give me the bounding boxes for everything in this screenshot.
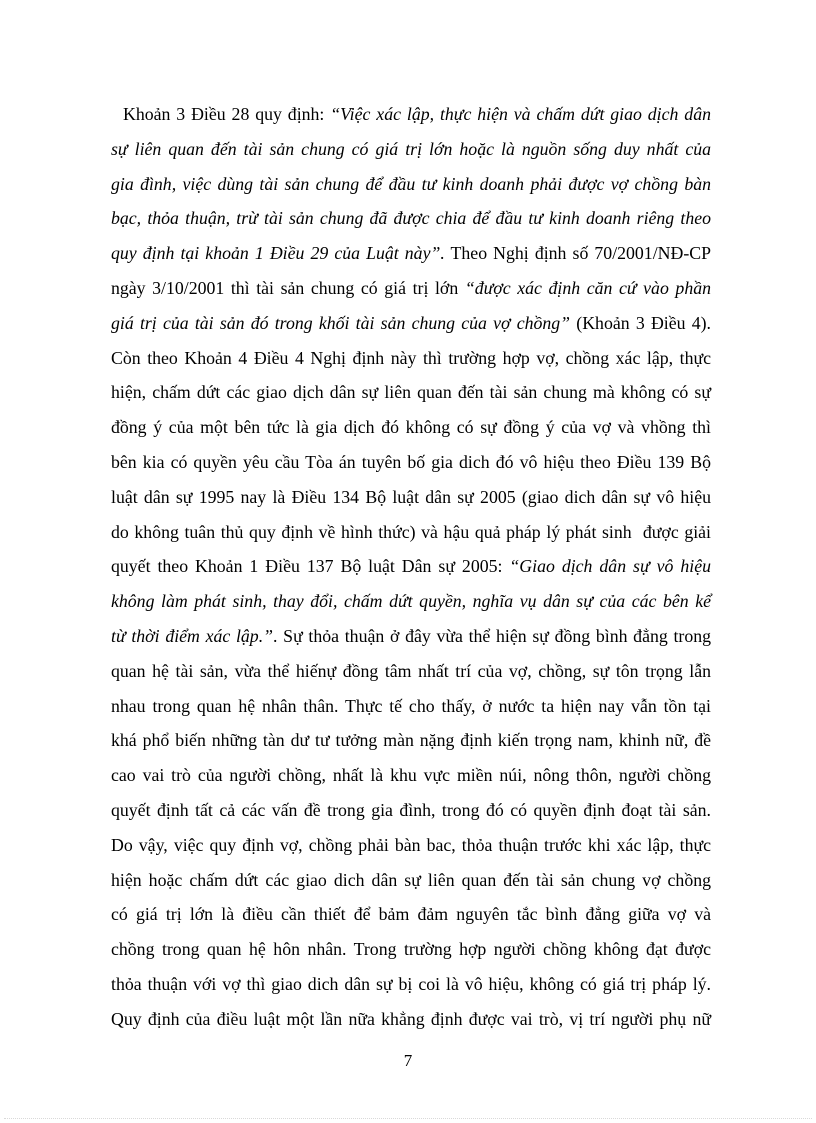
text-line — [111, 932, 711, 967]
text-segment: hiện, chấm dứt các giao dịch dân sự liên quan đến tài sản chung mà không có sự — [111, 382, 711, 403]
text-line — [111, 1002, 711, 1037]
text-line — [111, 793, 711, 828]
text-segment: do không tuân thủ quy định về hình thức) và hậu quả pháp lý phát sinh được giải — [111, 521, 711, 542]
text-segment: (Khoản 3 Điều 4). — [570, 312, 711, 333]
italic-text-segment: bạc, thỏa thuận, trừ tài sản chung đã được chia để đầu tư kinh doanh riêng theo — [111, 208, 711, 229]
italic-text-segment: “Giao dịch dân sự vô hiệu — [509, 556, 711, 577]
text-line — [111, 341, 711, 376]
text-segment: . Sự thỏa thuận ở đây vừa thể hiện sự đồng bình đẳng trong — [273, 625, 711, 646]
text-line — [111, 410, 711, 445]
text-segment: Còn theo Khoản 4 Điều 4 Nghị định này thì trường hợp vợ, chồng xác lập, thực — [111, 347, 711, 368]
text-segment: đồng ý của một bên tức là gia dịch đó không có sự đồng ý của vợ và vhồng thì — [111, 417, 711, 438]
text-segment: Khoản 3 Điều 28 quy định: — [123, 104, 331, 124]
text-line — [111, 758, 711, 793]
text-line — [111, 515, 711, 550]
italic-text-segment: gia đình, việc dùng tài sản chung để đầu tư kinh doanh phải được vợ chồng bàn — [111, 173, 711, 194]
text-line — [111, 236, 711, 271]
italic-text-segment: sự liên quan đến tài sản chung có giá trị lớn hoặc là nguồn sống duy nhất của — [111, 138, 711, 159]
text-line — [111, 584, 711, 619]
text-line — [111, 97, 711, 132]
text-line — [111, 863, 711, 898]
text-line — [111, 967, 711, 1002]
italic-text-segment: quy định tại khoản 1 Điều 29 của Luật này”. — [111, 243, 445, 264]
text-line — [111, 306, 711, 341]
text-line — [111, 689, 711, 724]
text-line — [111, 201, 711, 236]
text-line — [111, 897, 711, 932]
text-line — [111, 375, 711, 410]
text-segment: hiện hoặc chấm dứt các giao dich dân sự liên quan đến tài sản chung vợ chồng — [111, 869, 711, 890]
italic-text-segment: “Việc xác lập, thực hiện và chấm dứt giao dịch dân — [330, 104, 711, 124]
text-segment: quan hệ tài sản, vừa thể hiếnự đồng tâm nhất trí của vợ, chồng, sự tôn trọng lẫn — [111, 660, 711, 681]
italic-text-segment: giá trị của tài sản đó trong khối tài sản chung của vợ chồng” — [111, 312, 571, 333]
text-segment: có giá trị lớn là điều cần thiết để bảm đảm nguyên tắc bình đẳng giữa vợ và — [111, 904, 711, 925]
text-segment: nhau trong quan hệ nhân thân. Thực tế cho thấy, ở nước ta hiện nay vẫn tồn tại — [111, 695, 711, 716]
text-segment: Theo Nghị định số 70/2001/NĐ-CP — [444, 243, 711, 264]
italic-text-segment: “được xác định căn cứ vào phần — [464, 277, 711, 298]
text-segment: Do vậy, việc quy định vợ, chồng phải bàn bac, thỏa thuận trước khi xác lập, thực — [111, 834, 711, 855]
text-segment: quyết theo Khoản 1 Điều 137 Bộ luật Dân sự 2005: — [111, 556, 510, 577]
text-line — [111, 549, 711, 584]
body-paragraph — [111, 97, 711, 1037]
text-segment: cao vai trò của người chồng, nhất là khu vực miền núi, nông thôn, người chồng — [111, 765, 711, 786]
text-line — [111, 619, 711, 654]
text-segment: quyết định tất cả các vấn đề trong gia đình, trong đó có quyền định đoạt tài sản. — [111, 799, 711, 820]
italic-text-segment: từ thời điểm xác lập.” — [111, 625, 274, 646]
text-segment: chồng trong quan hệ hôn nhân. Trong trường hợp người chồng không đạt được — [111, 939, 711, 960]
text-line — [111, 132, 711, 167]
text-segment: khá phổ biến những tàn dư tư tưởng màn nặng định kiến trọng nam, khinh nữ, đề — [111, 730, 711, 751]
text-segment: bên kia có quyền yêu cầu Tòa án tuyên bố gia dich đó vô hiệu theo Điều 139 Bộ — [111, 451, 711, 472]
text-segment: luật dân sự 1995 nay là Điều 134 Bộ luật dân sự 2005 (giao dich dân sự vô hiệu — [111, 486, 711, 507]
italic-text-segment: không làm phát sinh, thay đổi, chấm dứt quyền, nghĩa vụ dân sự của các bên kể — [111, 591, 711, 612]
text-line — [111, 723, 711, 758]
text-line — [111, 445, 711, 480]
text-line — [111, 167, 711, 202]
text-segment: Quy định của điều luật một lần nữa khẳng định được vai trò, vị trí người phụ nữ — [111, 1008, 711, 1029]
text-line — [111, 828, 711, 863]
text-line — [111, 480, 711, 515]
text-segment: ngày 3/10/2001 thì tài sản chung có giá trị lớn — [111, 277, 465, 298]
page-edge-divider — [4, 1118, 812, 1119]
text-line — [111, 654, 711, 689]
text-line — [111, 271, 711, 306]
text-segment: thỏa thuận với vợ thì giao dich dân sự bị coi là vô hiệu, không có giá trị pháp lý. — [111, 973, 711, 994]
page-number: 7 — [403, 1051, 413, 1070]
